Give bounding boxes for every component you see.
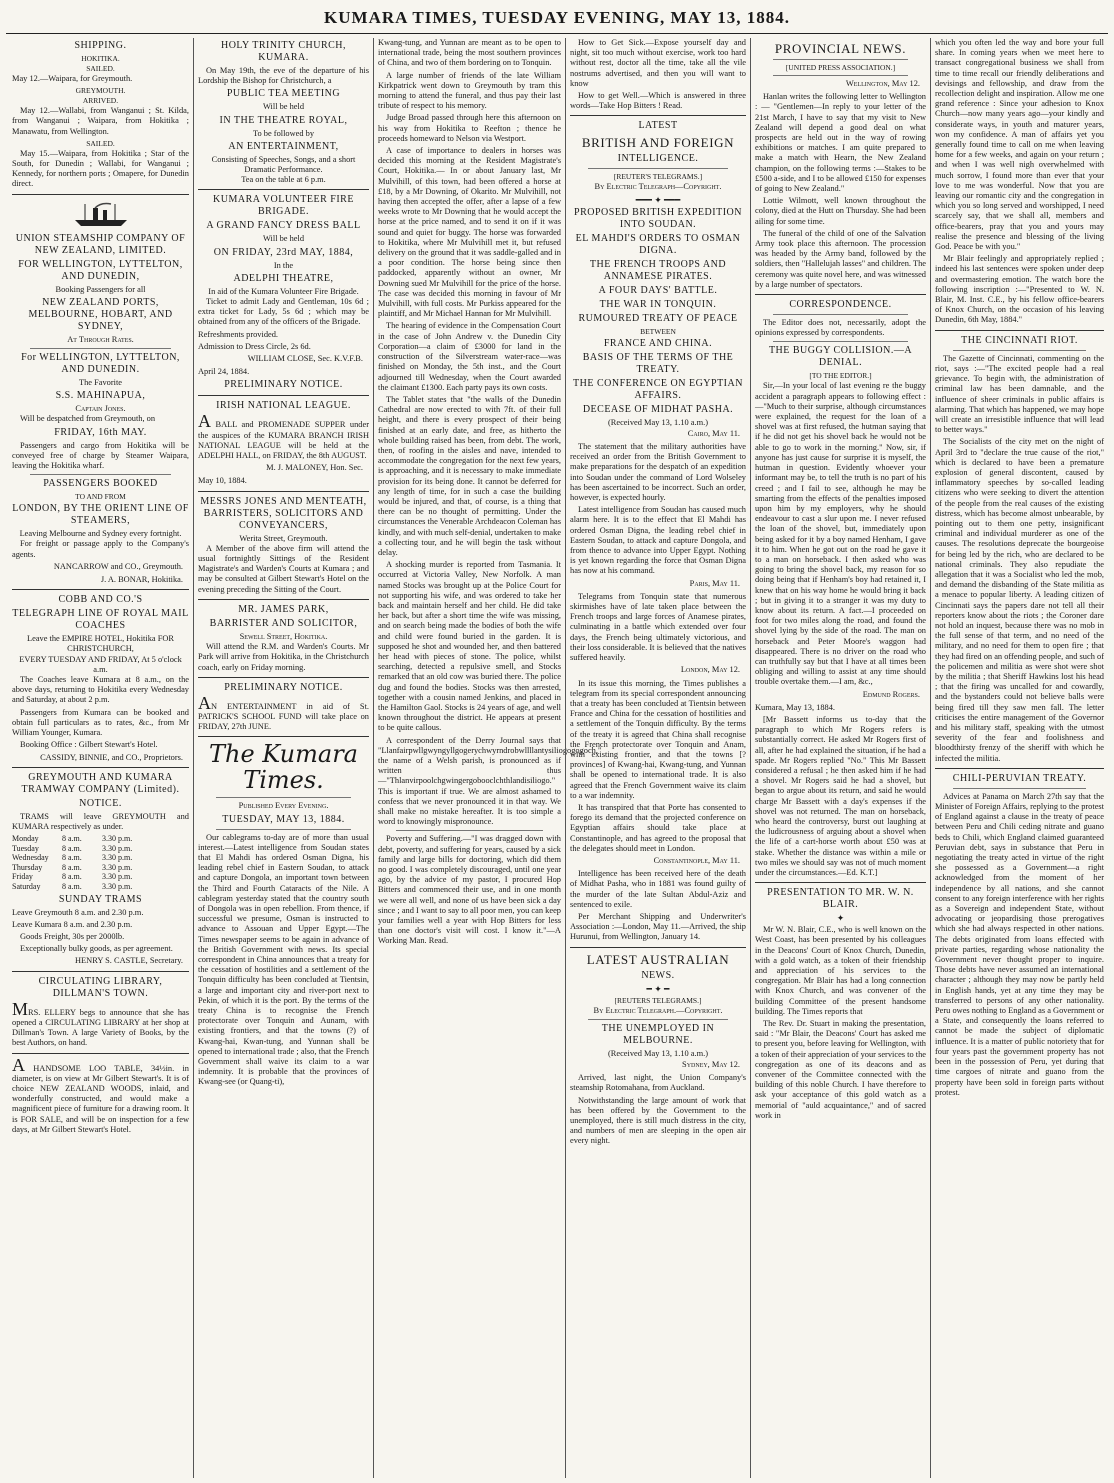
divider xyxy=(30,474,171,475)
divider xyxy=(588,1019,728,1020)
blair-article-2: The Rev. Dr. Stuart in making the presentation, said : "Mr Blair, the Deacons' Court has asked me to present you, before leaving for Wellington, with a token of their appreciation of your services to the congregation as one of its deacons and as convener of the Committee connected with the building of this noble Church. I have therefore to ask your acceptance of this gold watch as a memorial of "auld acquaintance," and of sacred work in xyxy=(755,1019,926,1120)
rogers-date: Kumara, May 13, 1884. xyxy=(755,702,836,712)
admission: Admission to Dress Circle, 2s 6d. xyxy=(198,341,311,351)
ball-date: ON FRIDAY, 23rd MAY, 1884, xyxy=(213,246,354,258)
latest-heading: LATEST xyxy=(638,120,678,132)
divider xyxy=(12,589,189,590)
sydney-body: Arrived, last night, the Union Company's steamship Rotomahana, from Auckland. xyxy=(570,1073,746,1093)
ball-will-be-held: Will be held xyxy=(262,234,305,244)
paris-dateline: Paris, May 11. xyxy=(689,578,740,588)
headline-4: A FOUR DAYS' BATTLE. xyxy=(598,284,718,296)
schedule-time: 8 a.m. xyxy=(62,843,82,853)
fancy-dress-ball: A GRAND FANCY DRESS BALL xyxy=(206,220,361,232)
unemployed-heading: THE UNEMPLOYED IN MELBOURNE. xyxy=(601,1022,715,1046)
cairo-body-2: Latest intelligence from Soudan has caused much alarm here. It is to the effect that El Mahdi has ordered Osman Digna, the leading rebel chief in Eastern Soudan, to attack and capture Dongola, and from thence to advance into Upper Egypt. Nothing is yet known regarding the force that Osman Digna has now at his command. xyxy=(570,505,746,576)
ornament: ━ ✦ ━ xyxy=(646,983,670,994)
cincinnati-socialists: The Socialists of the city met on the night of April 3rd to "declare the true cause of the riot," which is declared to have been a premature explosion of general discontent, caused by inflammatory speeches by so-called leading citizens who were seeking to divert the attention of the people from the real causes of the existing distress, which has become almost unbearable, by pointing out to them one petty, insignificant criminal and individual murderer as one of the causes. The resolutions deprecate the bourgeoise for being led by the rich, who are declared to be national criminals. They also repudiate the allegation that it was a Socialist who led the mob, and demand the disbanding of the State militia as a menace to popular liberty. A leading citizen of Cincinnati says the papers dare not tell all their reporters know about the riots ; the Coroner dare not hold an inquest, because there was no mob in the full sense of that term, and no need of the military, and no need for them to open fire ; that they had fired on an offending people, and such of the policemen and militia as were shot were shot by the militia ; that Sheriff Hawkins lost his head ; that the firing was uncalled for and cowardly, and the bystanders could not believe balls were being fired till they saw men fall. The letter criticises the entire management of the Governor and his military staff, speaking with the utmost severity of the fear and foolishness and bloodthirsty frenzy of the sheriff with which he infected the militia. xyxy=(935,437,1104,763)
divider xyxy=(570,947,746,948)
nz-ports: NEW ZEALAND PORTS, MELBOURNE, HOBART, AND SYDNEY, xyxy=(28,296,173,332)
latest-australian: LATEST AUSTRALIAN xyxy=(586,951,730,967)
published-every-evening: Published Every Evening. xyxy=(238,801,329,811)
divider xyxy=(12,1053,189,1054)
intelligence-heading: INTELLIGENCE. xyxy=(617,153,699,165)
holy-trinity-title: HOLY TRINITY CHURCH, KUMARA. xyxy=(220,40,346,63)
divider xyxy=(198,599,369,600)
loo-table-notice: A HANDSOME LOO TABLE, 34½in. in diameter, is on view at Mr Gilbert Stewart's. It is of choice NEW ZEALAND WOODS, inlaid, and wonderfully constructed, and would make a magnificent piece of furniture for a drawing room. It is FOR SALE, and will be on inspection for a few days, at Mr Gilbert Stewart's Hotel. xyxy=(12,1054,189,1134)
divider xyxy=(953,788,1086,789)
passengers-kumara: Passengers from Kumara can be booked and obtain full particulars as to rates, &c., from Mr William Younger, Kumara. xyxy=(12,707,189,738)
salvation-funeral: The funeral of the child of one of the Salvation Army took place this afternoon. The procession was headed by the Army band, followed by the soldiers, then "Hallelujah lasses" and children. The ceremony was quite novel here, and was witnessed by a large number of spectators. xyxy=(755,228,926,289)
news-heading: NEWS. xyxy=(641,969,675,981)
dunedin-cathedral: The Tablet states that "the walls of the Dunedin Cathedral are now erected to with 7ft. of their full height, and there is every prospect of their being finished at an early date, and free, as hitherto the whole building raised has been, from debt. The work, then, of roofing in the aisles and nave, intended to accommodate the congregation for the next few years, is approaching, and it is necessary to make immediate provision for its being done. It cannot be deferred for any length of time, for in such a case the building would be injured, and that, of course, is a thing that there can be no thought of permitting. Under the circumstances the Venerable Archdeacon Coleman has kindly, and with much self-denial, undertaken to make a collecting tour, and he will begin the task without delay. xyxy=(378,394,561,557)
editorial-continued: Kwang-tung, and Yunnan are meant as to be open to international trade, being the most southern provinces of China, and two of them bordering on to Tonquin. xyxy=(378,38,561,68)
close-date: April 24, 1884. xyxy=(198,367,250,377)
rogers-signature: Edmund Rogers. xyxy=(862,689,920,699)
divider xyxy=(773,341,908,342)
preliminary-notice-2: PRELIMINARY NOTICE. xyxy=(224,681,343,693)
in-the: In the xyxy=(273,260,294,270)
divider xyxy=(755,882,926,883)
notice-heading: NOTICE. xyxy=(79,797,122,809)
schedule-day: Saturday xyxy=(12,882,41,892)
schedule-time: 3.30 p.m. xyxy=(102,853,133,863)
divider xyxy=(12,971,189,972)
library-title: CIRCULATING LIBRARY, DILLMAN'S TOWN. xyxy=(38,975,163,999)
ellery-notice: MRS. ELLERY begs to announce that she has opened a CIRCULATING LIBRARY at her shop at Dillman's Town. A large Variety of Books, by the best Authors, on hand. xyxy=(12,998,189,1048)
through-rates: At Through Rates. xyxy=(67,334,134,344)
divider xyxy=(570,115,746,116)
divider xyxy=(755,294,926,295)
blair-reply: Mr Blair feelingly and appropriately replied ; indeed his last sentences were spoken under deep and overmastering emotion. The watch bore the following inscription :—"Presented to W. N. Blair, M. Inst. C.E., by his fellow office-bearers of Knox Church, on the occasion of his leaving Dunedin, 6th May, 1884." xyxy=(935,254,1104,325)
masthead: KUMARA TIMES, TUESDAY EVENING, MAY 13, 1884. xyxy=(324,8,790,27)
irish-league-title: IRISH NATIONAL LEAGUE. xyxy=(216,400,351,412)
cassidy-signature: CASSIDY, BINNIE, and CO., Proprietors. xyxy=(40,752,183,762)
judge-broad: Judge Broad passed through here this afternoon on his way from Hokitika to Reefton ; thence he proceeds homeward to Nelson via Westport. xyxy=(378,113,561,143)
schedule-time: 8 a.m. xyxy=(62,853,82,863)
column-6 xyxy=(930,38,1108,1478)
schedule-time: 3.30 p.m. xyxy=(102,862,133,872)
tea-on-table: Tea on the table at 6 p.m. xyxy=(241,175,326,185)
divider xyxy=(935,330,1104,331)
divider xyxy=(198,677,369,678)
editorial-body: Our cablegrams to-day are of more than usual interest.—Latest intelligence from Soudan states that El Mahdi has ordered Osman Digna, his leading rebel chief in Eastern Soudan, to attack and capture Dongola, an important town between the Third and Fourth Cataracts of the Nile. A cablegram yesterday stated that the country south of Dongola was in open rebellion. From thence, if successful we presume, Osman is instructed to advance to Assouan and Upper Egypt.—The Times newspaper seems to be again in advance of the British Government with news. Its special correspondent in China announces that a treaty for the cessation of hostilities and a settlement of the Tonquin difficulty has been concluded at Tientsin, a large and important city and river-port next to Pekin, of which it is the port. By the terms of the treaty China is to recognise the French protectorate over Tonquin and Aunam, with existing frontiers, and that the towns (?) of Kwang-hai, Kwan-tung, and Yunnan shall be opened to international trade ; also, that the French Government shall waive its claim to a war indemnity. It is probable that the provinces of Kwang-see (or Quang-ti), xyxy=(198,832,369,1087)
paris-body: Telegrams from Tonquin state that numerous skirmishes have of late taken place between the French troops and large forces of Anamese pirates, culminating in a battle which extended over four days, the French being ultimately victorious, and their loss considerable. It is believed that the natives suffered heavily. xyxy=(570,591,746,663)
will-be-held: Will be held xyxy=(262,102,305,112)
london-dateline: London, May 12. xyxy=(680,665,740,675)
promenade-notice: A BALL and PROMENADE SUPPER under the auspices of the KUMARA BRANCH IRISH NATIONAL LEAGUE will be held at the ADELPHI HALL, on FRIDAY, the 8th AUGUST. xyxy=(198,411,369,461)
schedule-time: 8 a.m. xyxy=(62,872,82,882)
hanlan-letter: Hanlan writes the following letter to Wellington : — "Gentlemen—In reply to your letter of the 21st March, I have to say that my visit to New Zealand will depend a good deal on what prospects are held out in the way of rowing exhibitions or matches. I am quite prepared to make a match with Hearn, the New Zealand champion, on the following terms :—Stakes to be £500 a-side, and I to be allowed £150 for expenses of going to New Zealand." xyxy=(755,92,926,194)
leave-empire: Leave the EMPIRE HOTEL, Hokitika FOR CHRISTCHURCH, xyxy=(26,634,174,654)
cobb-title: COBB AND CO.'S xyxy=(58,594,143,606)
schedule-time: 3.30 p.m. xyxy=(102,834,133,844)
press-association: [UNITED PRESS ASSOCIATION.] xyxy=(785,63,896,72)
schedule-time: 3.30 p.m. xyxy=(102,872,133,882)
followed-by: To be followed by xyxy=(252,128,315,138)
ornament: ━━━ ✦ ━━━ xyxy=(635,194,681,205)
column-5 xyxy=(750,38,930,1478)
sailed-label: SAILED. xyxy=(86,64,115,73)
column-1 xyxy=(8,38,193,1478)
schedule-day: Friday xyxy=(12,872,33,882)
midhat-body: Intelligence has been received here of the death of Midhat Pasha, who in 1881 was found guilty of the murder of the late Sultan Abdul-Aziz and sentenced to exile. xyxy=(570,869,746,909)
correspondence-heading: CORRESPONDENCE. xyxy=(789,299,892,311)
sydney-dateline: Sydney, May 12. xyxy=(682,1059,740,1069)
how-to-get-sick: How to Get Sick.—Expose yourself day and night, sit too much without exercise, work too hard without rest, doctor all the time, take all the vile nostrums advertised, and then you will want to know xyxy=(570,38,746,88)
booking-office: Booking Office : Gilbert Stewart's Hotel. xyxy=(20,740,158,750)
schedule-time: 3.30 p.m. xyxy=(102,843,133,853)
to-the-editor: [TO THE EDITOR.] xyxy=(809,371,872,381)
wellington-dateline: Wellington, May 12. xyxy=(845,79,920,88)
maloney-date: May 10, 1884. xyxy=(198,476,247,486)
passengers-cargo: Passengers and cargo from Hokitika will be conveyed free of charge by Steamer Waipara, leaving the Hokitika wharf. xyxy=(12,440,189,471)
divider xyxy=(198,189,369,190)
maloney-signature: M. J. MALONEY, Hon. Sec. xyxy=(266,463,363,473)
presentation-heading: PRESENTATION TO MR. W. N. BLAIR. xyxy=(767,887,914,911)
hop-bitters-ad: Poverty and Suffering.—"I was dragged down with debt, poverty, and suffering for years, caused by a sick family and large bills for doctoring, which did them no good. I was completely discouraged, until one year ago, by the advice of my pastor, I procured Hop Bitters and commenced their use, and in one month we were all well, and none of us have been sick a day since ; and I want to say to all poor men, you can keep your families well a year with Hop Bitters for less than one doctor's visit will cost. I know it."—A Working Man. Read. xyxy=(378,834,561,946)
shipping-title: SHIPPING. xyxy=(74,40,127,51)
leaving-fortnightly: Leaving Melbourne and Sydney every fortnight. xyxy=(19,529,182,539)
trinity-body: On May 19th, the eve of the departure of his Lordship the Bishop for Christchurch, a xyxy=(198,66,369,86)
freight-apply: For freight or passage apply to the Company's agents. xyxy=(12,539,189,559)
sailed-label-2: SAILED. xyxy=(86,138,115,148)
divider xyxy=(773,314,908,315)
blair-continued: which you often led the way and bore your full share. In coming years when we meet here to transact congregational business we shall from time to time recall our friendly deliberations and devisings and fellowship, and draw from the recollection delight and inspiration. Allow me one grand reference : Since your adhesion to Knox Church—now many years ago—your kindly and considerate ways, in youth and maturer years, won my confidence. A man of affairs yet you generally found time to call on me when leaving home for a few weeks, and again on your return ; and when I was well nigh overwhelmed with much sorrow, I found more than ever that your love to me was wonderful. Now that you are leaving our romantic city and the congregation in which you so long served and worshipped, I need scarcely say, that we shall all, members and office-bearers, pray that you and yours may realise the presence and blessing of the living God. Peace be with you." xyxy=(935,38,1104,252)
captain: Captain Jones. xyxy=(75,404,126,414)
bulky-goods: Exceptionally bulky goods, as per agreement. xyxy=(20,944,173,954)
rogers-letter: Sir,—In your local of last evening re the buggy accident a paragraph appears to following effect :—"Much to their surprise, although circumstances were explained, the request for the loan of a shovel was at first refused, the hutman saying that if he did not get his shovel back he would not be able to go to work in the morning." Now, sir, if anyone has just cause for surprise it is myself, the hutman in question. Evidently whoever your informant may be, to tell the truth is no part of his creed ; and I fail to see, although he may be smarting from the effects of the penalties imposed upon him by my employers, why he should endeavour to cast a slur upon me. I never refused the loan of the shovel, but, immediately upon being asked for it by a boy named Henham, I gave it to him. When he got out on the road he gave it to a man on horseback. I then asked who was going to bring the shovel back, my reason for so doing being that if Henham's boy had retained it, I knew that on his way home he would bring it back ; but in giving it to a stranger it was my duty to know about its return. A fact.—I proceeded on foot for two miles along the road, and found the shovel lying by the side of the road. The man on horseback and Peter Moore's waggon had disappeared. There is no driver on the road who can truthfully say but that I have at all times been obliging and willing to assist at any time should trouble overtake them.—I am, &c., xyxy=(755,381,926,687)
merchant-shipping: Per Merchant Shipping and Underwriter's Association :—London, May 11.—Arrived, the ship Hurunui, from Wellington, January 14. xyxy=(570,911,746,942)
reuters-telegrams-2: [REUTERS TELEGRAMS.] xyxy=(614,995,702,1005)
park-title: MR. JAMES PARK, xyxy=(238,603,329,615)
werita-street: Werita Street, Greymouth. xyxy=(239,533,328,543)
sewell-street: Sewell Street, Hokitika. xyxy=(239,631,328,641)
schedule-time: 8 a.m. xyxy=(62,862,82,872)
provincial-news: PROVINCIAL NEWS. xyxy=(774,41,907,56)
headline-10: DECEASE OF MIDHAT PASHA. xyxy=(582,403,734,415)
entertainment: AN ENTERTAINMENT, xyxy=(228,140,339,152)
column-3 xyxy=(373,38,602,1478)
divider xyxy=(953,350,1086,351)
steamship-icon xyxy=(12,199,189,229)
porte-body: It has transpired that that Porte has consented to forego its demand that the projected conference on Egyptian affairs should take place at Constantinople, and has agreed to the proposal that the delegates should meet in London. xyxy=(570,802,746,853)
passengers-booked: PASSENGERS BOOKED xyxy=(43,478,158,490)
column-2 xyxy=(193,38,373,1478)
cairo-dateline: Cairo, May 11. xyxy=(687,428,740,438)
tea-meeting: PUBLIC TEA MEETING xyxy=(226,88,341,100)
chili-peruvian-heading: CHILI-PERUVIAN TREATY. xyxy=(952,772,1087,784)
wilmott-death: Lottie Wilmott, well known throughout the colony, died at the Hutt on Thursday. She had been ailing for some time. xyxy=(755,196,926,226)
to-and-from: TO AND FROM xyxy=(75,492,126,502)
headline-1: PROPOSED BRITISH EXPEDITION INTO SOUDAN. xyxy=(574,206,742,230)
ship-name: S.S. MAHINAPUA, xyxy=(55,390,146,402)
fire-brigade-title: KUMARA VOLUNTEER FIRE BRIGADE. xyxy=(213,194,354,218)
close-signature: WILLIAM CLOSE, Sec. K.V.F.B. xyxy=(247,354,363,364)
tramway-title: GREYMOUTH AND KUMARA TRAMWAY COMPANY (Limited). xyxy=(21,771,180,795)
orient-line: LONDON, BY THE ORIENT LINE OF STEAMERS, xyxy=(12,503,189,527)
divider xyxy=(12,767,189,768)
trams-leave: TRAMS will leave GREYMOUTH and KUMARA respectively as under. xyxy=(12,811,189,831)
divider xyxy=(935,768,1104,769)
jones-body: A Member of the above firm will attend the usual fortnightly Sittings of the Resident Magistrate's and Warden's Courts at Kumara ; and may be consulted at Gilbert Stewart's Hotel on the evening preceding the Sitting of the Court. xyxy=(198,543,369,594)
schedule-time: 8 a.m. xyxy=(62,882,82,892)
adelphi-theatre: ADELPHI THEATRE, xyxy=(233,272,334,284)
tram-schedule xyxy=(12,834,189,892)
schedule-day: Thursday xyxy=(12,862,43,872)
schedule-time: 8 a.m. xyxy=(62,834,82,844)
park-role: BARRISTER AND SOLICITOR, xyxy=(209,617,358,629)
greymouth-heading: GREYMOUTH. xyxy=(75,86,126,96)
school-fund-notice: AN ENTERTAINMENT in aid of St. PATRICK'S SCHOOL FUND will take place on FRIDAY, 27th JUNE. xyxy=(198,692,369,732)
headline-3: THE FRENCH TROOPS AND ANNAMESE PIRATES. xyxy=(589,258,727,282)
hokitika-heading: HOKITIKA. xyxy=(81,54,120,63)
jones-menteath-title: MESSRS JONES AND MENTEATH, BARRISTERS, SOLICITORS AND CONVEYANCERS, xyxy=(200,495,367,531)
the-favorite: The Favorite xyxy=(78,378,123,388)
cairo-body: The statement that the military authorities have received an order from the British Government to make preparations for the despatch of an expedition into Soudan under the command of Lord Wolseley has been ascertained to be incorrect. Such an order, however, is expected hourly. xyxy=(570,442,746,503)
blair-article: Mr W. N. Blair, C.E., who is well known on the West Coast, has been presented by his colleagues in the Deacons' Court of Knox Church, Dunedin, with a gold watch, as a token of their friendship and appreciation of his services to the congregation. Mr Blair has had a long connection with Knox Church, and was convener of the building Committee of the present handsome building. The Times reports that xyxy=(755,925,926,1016)
greymouth-sailed: May 15.—Waipara, from Hokitika ; Star of the South, for Dunedin ; Wallabi, for Wanganui ; Kennedy, for northern ports ; Omapere, for Dunedin direct. xyxy=(12,148,189,189)
between: BETWEEN xyxy=(640,326,676,336)
departure-date: FRIDAY, 16th MAY. xyxy=(54,426,147,438)
headline-6: RUMOURED TREATY OF PEACE xyxy=(578,312,738,324)
buggy-heading: THE BUGGY COLLISION.—A DENIAL. xyxy=(768,345,913,369)
refreshments: Refreshments provided. xyxy=(198,329,279,339)
electric-telegraph: By Electric Telegraph—Copyright. xyxy=(594,182,722,192)
schedule-day: Wednesday xyxy=(12,853,49,863)
electric-telegraph-2: By Electric Telegraph.—Copyright. xyxy=(593,1005,723,1015)
park-body: Will attend the R.M. and Warden's Courts. Mr Park will arrive from Hokitika, in the Christchurch coach, early on Friday morning. xyxy=(198,642,369,672)
schedule-day: Tuesday xyxy=(12,843,39,853)
divider xyxy=(216,829,351,830)
despatched: Will be despatched from Greymouth, on xyxy=(20,414,156,424)
for-wellington-2: For WELLINGTON, LYTTELTON, AND DUNEDIN. xyxy=(21,352,180,376)
goods-freight: Goods Freight, 30s per 2000lb. xyxy=(20,932,125,942)
hokitika-sailed: May 12.—Waipara, for Greymouth. xyxy=(12,74,133,83)
divider xyxy=(198,395,369,396)
chili-peruvian-body: Advices at Panama on March 27th say that the Minister of Foreign Affairs, replying to the protest of England against a clause in the treaty of peace between Peru and Chili ceding nitrate and guano beds to Chili, which England claimed guaranteed Peruvian debt, says in substance that Peru in negotiating the treaty acted in virtue of the right she possessed as a Government—a right acknowledged from the moment of her independence by all nations, and she cannot consent to any foreign interference with her rights as a Sovereign and independent State, without advocating or jeopardising those prerogatives which she had always respected in other nations. The debts originated from loans effected with private parties, regarding whose nationality the Government never thought proper to inquire. Those debts have never assumed an international character ; although they may now be partly held in English hands, yet at any time they may be transferred to persons of any other nationality. Peru owes nothing to England as a Government or a State, and consequently the loans referred to cannot be made the subject of diplomatic influence. It is a matter of public notoriety that for four years past the government property has not been in the possession of Peru, yet during that time cargoes of nitrate and guano from the property have been sold in foreign parts without protest. xyxy=(935,791,1104,1097)
sunday-kumara: Leave Kumara 8 a.m. and 2.30 p.m. xyxy=(12,919,133,929)
horse-case: A case of importance to dealers in horses was decided this morning at the Resident Magistrate's Court, Hokitika.— In or about January last, Mr Mulvihill, of this town, had been offered a horse at £18, by a Mr Downing, of Okarito. Mr Mulvihill, not having then accepted the offer, after a lapse of a few weeks wrote to Mr Downing that he would accept the horse at the price named, and to send it on if it was sound and quiet for buggy. The horse was forwarded to Hokitika, where Mr Mulvihill met it, but refused delivery on the ground that it was saddle-galled and in a poor condition. The horse being since then paddocked, apparently without an owner, Mr Downing sued Mr Mulvihill for the price of the horse. The case was decided this morning in favour of Mr Mulvihill, with full costs. Mr Purkiss appeared for the plaintiff, and Mr Michael Hannan for Mr Mulvihill. xyxy=(378,146,561,319)
preliminary-notice-1: PRELIMINARY NOTICE. xyxy=(224,379,343,391)
kirkpatrick-funeral: A large number of friends of the late William Kirkpatrick went down to Greymouth by tram this morning to attend the funeral, and thus pay their last tribute of respect to his memory. xyxy=(378,70,561,111)
column-4 xyxy=(565,38,750,1478)
in-aid: In aid of the Kumara Volunteer Fire Brigade. xyxy=(208,286,359,296)
compensation-court: The hearing of evidence in the Compensation Court in the case of John Andrew v. the Dunedin City Corporation—a claim of £3000 for land in the construction of the Silverstream water-race—was finished on Monday, the 5th inst., and the Court adjourned till Wednesday, when the Court awarded the claimant £1300. Each party pays its own costs. xyxy=(378,321,561,392)
coaches-info: The Coaches leave Kumara at 8 a.m., on the above days, returning to Hokitika every Wednesday and Saturday, at about 2 p.m. xyxy=(12,675,189,705)
castle-signature: HENRY S. CASTLE, Secretary. xyxy=(74,956,183,966)
divider xyxy=(12,194,189,195)
columns xyxy=(8,38,1108,1478)
divider xyxy=(773,75,908,76)
every-tuesday: EVERY TUESDAY AND FRIDAY, At 5 o'clock a.m. xyxy=(19,654,182,674)
received-time: (Received May 13, 1.10 a.m.) xyxy=(607,417,708,427)
tasmania-murder: A shocking murder is reported from Tasmania. It occurred at Victoria Valley, New Norfolk. A man named Stocks was brought up at the Police Court for not supporting his wife, and was ordered to take her back and maintain herself and her child. He did take her back, but after a short time the wife was missing, and on search being made the bodies of both the wife and child were found buried in the garden. It is supposed he shot and wounded her, and then battered her head with pieces of stone. The police, whilst searching, detected a repulsive smell, and Stocks remarked that an old cow was buried there. The police dug and found the bodies. Stocks was then arrested, together with a cousin named Jenkins, and placed in the Hamilton Gaol. Stocks is 24 years of age, and well known throughout the district. He appears at present to be quite callous. xyxy=(378,560,561,733)
divider xyxy=(198,491,369,492)
constantinople-dateline: Constantinople, May 11. xyxy=(653,855,740,865)
headline-9: THE CONFERENCE ON EGYPTIAN AFFAIRS. xyxy=(573,377,743,401)
issue-date: TUESDAY, MAY 13, 1884. xyxy=(222,813,345,825)
consisting-of: Consisting of Speeches, Songs, and a short Dramatic Performance. xyxy=(211,154,356,175)
tickets: Ticket to admit Lady and Gentleman, 10s 6d ; extra ticket for Lady, 5s 6d ; which may be obtained from any of the officers of the Brigade. xyxy=(198,297,369,327)
cincinnati-heading: THE CINCINNATI RIOT. xyxy=(961,334,1078,346)
divider xyxy=(216,797,351,798)
agents-signature: NANCARROW and CO., Greymouth. xyxy=(53,561,183,571)
union-company-title: UNION STEAMSHIP COMPANY OF NEW ZEALAND, LIMITED. xyxy=(15,232,186,256)
ornament: ✦ xyxy=(836,913,845,924)
how-to-get-well: How to get Well.—Which is answered in three words—Take Hop Bitters ! Read. xyxy=(570,91,746,111)
booking-line: Booking Passengers for all xyxy=(55,284,146,294)
bonar-signature: J. A. BONAR, Hokitika. xyxy=(100,575,183,585)
greymouth-arrived: May 12.—Wallabi, from Wanganui ; St. Kilda, from Wanganui ; Waipara, from Hokitika ; Manawatu, from Wellington. xyxy=(12,106,189,136)
received-time-2: (Received May 13, 1.10 a.m.) xyxy=(607,1048,708,1058)
arrived-label: ARRIVED. xyxy=(82,96,119,106)
headline-8: BASIS OF THE TERMS OF THE TREATY. xyxy=(582,351,734,375)
cincinnati-gazette: The Gazette of Cincinnati, commenting on the riot, says :—"The excited people had a real grievance. To begin with, the administration of criminal law has been damnable, and the influence of sheer criminals in public affairs is alarming. That which has happened, we may hope will create an irresistible influence that will lead to better ways." xyxy=(935,353,1104,435)
sunday-greymouth: Leave Greymouth 8 a.m. and 2.30 p.m. xyxy=(12,907,144,917)
british-foreign-heading: BRITISH AND FOREIGN xyxy=(581,135,735,151)
newspaper-nameplate: The Kumara Times. xyxy=(208,740,358,795)
divider xyxy=(773,59,908,60)
telegraph-line: TELEGRAPH LINE OF ROYAL MAIL COACHES xyxy=(12,608,189,632)
bassett-reply: [Mr Bassett informs us to-day that the paragraph to which Mr Rogers refers is substantially correct. He asked Mr Rogers first of all, after he had explained the situation, if he had a spade. Mr Rogers replied "No." This Mr Bassett considered a refusal ; he then asked him if he had a shovel. Mr Rogers said he had a shovel, but began to argue about its return, and said he would charge Mr Bassett with a day's expenses if the shovel was not returned. The man on horseback, who heard the controversy, burst out laughing at the ludicrousness of arguing about a shovel when the life of a cart-horse worth about £50 was at stake. Whether the distance was within a mile or two miles we should say was not of much moment under the circumstances.—Ed. K.T.] xyxy=(755,714,926,878)
reuters-telegrams: [REUTER'S TELEGRAMS.] xyxy=(613,172,703,182)
divider xyxy=(396,830,543,831)
unemployed-body: Notwithstanding the large amount of work that has been offered by the Government to the unemployed, there is still much distress in the city, and numbers of men are sleeping in the open air every night. xyxy=(570,1095,746,1146)
headline-5: THE WAR IN TONQUIN. xyxy=(599,298,717,310)
divider xyxy=(588,168,728,169)
editor-note: The Editor does not, necessarily, adopt the opinions expressed by correspondents. xyxy=(755,318,926,338)
divider xyxy=(198,736,369,737)
schedule-day: Monday xyxy=(12,834,39,844)
theatre-royal: IN THE THEATRE ROYAL, xyxy=(219,114,348,126)
divider xyxy=(30,348,171,349)
london-body: In its issue this morning, the Times publishes a telegram from its special correspondent announcing that a treaty has been concluded at Tientsin between France and China for the cessation of hostilities and a settlement of the Tonquin difficulty. By the terms of the treaty it is agreed that China shall recognise the French protectorate over Tonquin and Anam, with existing frontier, and that the towns [? provinces] of Kwang-hai, Kwang-tung, and Yunnan shall be opened to international trade. It is also agreed that the French Government waive its claim to a war indemnity. xyxy=(570,678,746,800)
headline-2: EL MAHDI'S ORDERS TO OSMAN DIGNA. xyxy=(575,232,741,256)
masthead-rule xyxy=(6,33,1108,34)
schedule-time: 3.30 p.m. xyxy=(102,882,133,892)
sunday-trams: SUNDAY TRAMS xyxy=(58,893,143,905)
welsh-parish: A correspondent of the Derry Journal says that "Llanfairpwllgwyngyllgogerychwyrndrobwllllantysiliogogogoch," the name of a Welsh parish, is pronounced as if written thus—"Thlanvirpoolchgwingergobooclchthlandisiliogo." This is important if true. We are almost ashamed to confess that we never pronounced it in that way. We shall make no mistake hereafter. It is too simple a word to knowingly mispronounce. xyxy=(378,735,602,827)
for-wellington: FOR WELLINGTON, LYTTELTON, AND DUNEDIN, xyxy=(18,258,183,282)
headline-7: FRANCE AND CHINA. xyxy=(603,337,713,349)
